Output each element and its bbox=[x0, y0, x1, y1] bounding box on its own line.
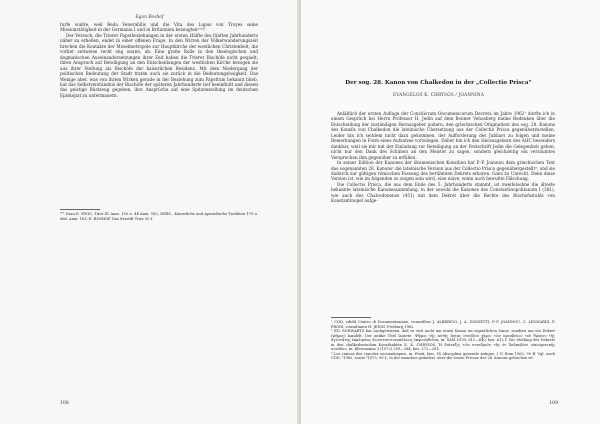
left-page bbox=[0, 0, 299, 424]
footnote-3: ³ Les canons des conciles oecuméniques, in: Fonti, fasc. IX (disciplina generale antique, I 1) Rom 1962, 90 ff. Vgl. auch COD, ³1962, sowie ³1973, 99 f., in der manches geändert, aber die versio Priscae der 28. Kanons gelöschen ist. bbox=[331, 351, 555, 361]
footnote-2: ² ED. SCHWARTZ hat nachgewiesen, daß es sich nicht um einen Kanon im eigentlichen Sinne, sondern um ein Dekret (ψῆφος) handelt. Der antike Titel lautete: Ψῆφος τῆς αὐτῆς ἁγίας συνόδου χάριν τῶν πρεσβείων τοῦ θρόνου τῆς ἁγιωτάτης ἐκκλησίας Κωνσταντινουπόλεως ἐκφωνηθεῖσα, in: SAM 1930, 611—640, bes. 612 f. Zur Stellung des Dekrets in den chalkedonischen Konzilsakten E. K. CHRYSOS, Ἡ διάταξις τῶν συνεδριῶν τῆς ἐν Χαλκηδόνι οἰκουμενικῆς συνόδου, in: Kleronomia 3 (1972) 259—284, bes. 272—281. bbox=[331, 329, 555, 352]
left-footnote: ¹⁰⁶ Dazu E. EWIG, Trier 41 Anm. 150 u. 44 Anm. 162; DERS., Kaiserliche und apostolische Tradition 179 u. ebd. Anm. 163; E. BOSHOF, Das Erzstift Trier 50 f. bbox=[60, 212, 258, 221]
running-head: Egon Boshof bbox=[135, 15, 164, 20]
page-number-left: 108 bbox=[60, 401, 69, 406]
right-paragraph-2: In seiner Edition der Kanones der ökumenischen Konzilien hat P.-P. Joannou dem griechischen Text des sogenannten 28. Kanons² die lateinische Version aus der Collectio Prisca gegenübergestellt³, und sie dadurch zur gültigen römischen Fassung des berühmten Dekrets erkoren. Ganz zu Unrecht. Denn diese Version ist, wie im folgenden zu zeigen sein wird, eine naive, wenn auch bewußte Fälschung. bbox=[331, 160, 555, 182]
left-paragraph-2: Der Versuch, die Trierer Papstbeziehungen in der ersten Hälfte des fünften Jahrhunderts näher zu erhellen, endet in einer offenen Frage. In den Wirren der Völkerwanderungszeit brechen die Kontakte der Moselmetropole zur Hauptkirche der westlichen Christenheit, die vorher zeitweise recht eng waren, ab. Eine große Rolle in den theologischen und dogmatischen Auseinandersetzungen ihrer Zeit haben die Trierer Bischöfe nicht gespielt; ihren Anspruch auf Beteiligung an den Entscheidungen der westlichen Kirche bezogen sie aus ihrer Stellung als Bischöfe der kaiserlichen Residenz. Mit dem Niedergang der politischen Bedeutung der Stadt traten auch sie zurück in die Bedeutungslosigkeit. Das Wenige aber, was von ihrem Wirken gerade in der Beziehung zum Papsttum bekannt blieb, hat das Selbstverständnis der Bischöfe der späteren Jahrhunderte tief beeinflußt und diesen das geistige Rüstzeug gegeben, ihre Ansprüche auf eine Spitzenstellung im deutschen Episkopat zu untermauern. bbox=[60, 32, 258, 98]
right-paragraph-3: Die Collectio Prisca, die aus dem Ende des 5. Jahrhunderts stammt, ist zweifelsohne die älteste bekannte lateinische Kanonessammlung, in der sowohl die Kanones des Constantinopolitanum I (381), wie auch des Chalcedonense (451) mit dem Dekret über die Rechte des Bischofsstuhls von Konstantinopel aufge- bbox=[331, 181, 555, 204]
article-title: Der sog. 28. Kanon von Chalkedon in der „Collectio Prisca“ bbox=[345, 80, 532, 86]
right-body-text bbox=[331, 111, 555, 204]
left-paragraph-1: turfe wußte, weil Beda Venerabilis und die Vita des Lupus von Troyes seine Missionstätigkeit in der Germania I und in Britannien bezeugten¹⁰⁶? bbox=[60, 22, 258, 33]
footnote-1: ¹ COD, edidit Centro di Documentazione, curantibus J. ALBERIGO, J. A. DOSSETTI, P.-P. JOANNOU, C. LEONARDI, P. PRODI, consultante H. JEDIN, Freiburg 1962. bbox=[331, 320, 555, 329]
left-body-text bbox=[60, 22, 258, 98]
page-number-right: 109 bbox=[549, 401, 558, 406]
right-footnotes bbox=[331, 320, 555, 361]
article-author: EVANGELOS K. CHRYSOS / JOANNINA bbox=[393, 92, 484, 97]
footnote-rule bbox=[331, 317, 371, 318]
right-paragraph-1: Anläßlich der ersten Auflage der Conciliorum Oecumenicorum Decreta im Jahre 1962¹ durfte ich in einem Gespräch bei Herrn Professor H. Jedin auf dem Bonner Venusberg meine Bedenken über die Entscheidung der zuständigen Herausgeber äußern, den griechischen Originaltext des sog. 28. Kanons des Konzils von Chalkedon die lateinische Übersetzung aus der Collectio Prisca gegenüberzustellen. Leider bin ich seitdem nicht dazu gekommen, der Aufforderung des Jubilars zu folgen und meine Bemerkungen in Form eines Aufsatzes vorzulegen. Daher bin ich den Herausgebern des AHC besonders dankbar, weil sie mir mit der Einladung zur Beteiligung an der Festschrift Jedin die Gelegenheit geben, nicht nur den Dank des Schülers an den Meister zu sagen, sondern gleichzeitig ein versäumtes Versprechen ihm gegenüber zu erfüllen. bbox=[331, 111, 555, 160]
footnote-rule bbox=[60, 209, 100, 210]
right-page bbox=[301, 0, 600, 424]
